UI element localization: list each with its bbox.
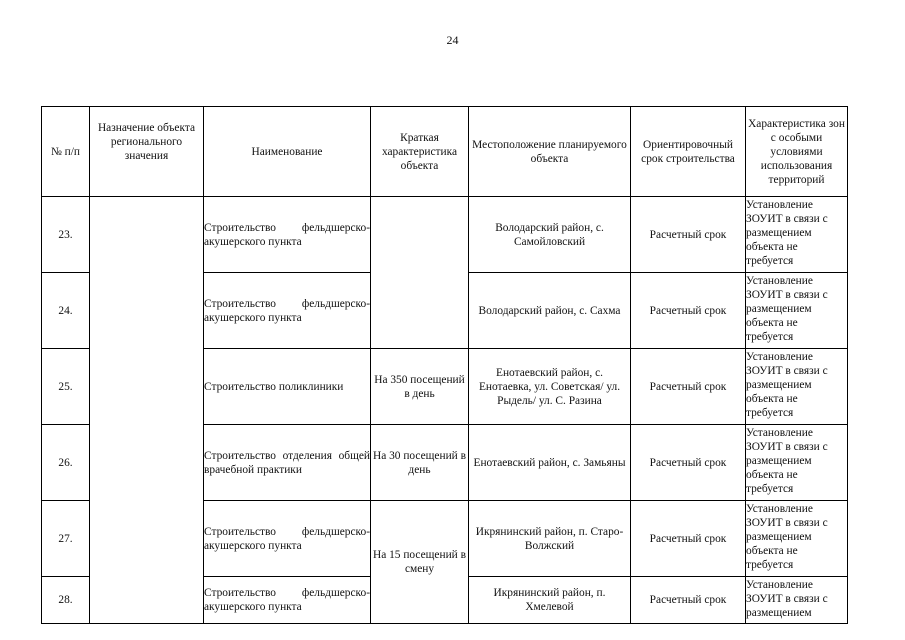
row-characteristic: На 15 посещений в смену (371, 501, 469, 624)
row-zone (746, 577, 848, 624)
row-zone: Установление ЗОУИТ в связи с размещением объекта не требуется (746, 501, 848, 577)
row-location: Володарский район, с. Самойловский (469, 197, 631, 273)
row-location: Икрянинский район, п. Старо-Волжский (469, 501, 631, 577)
header-zone: Характеристика зон с особыми условиями использования территорий (746, 107, 848, 197)
row-location: Икрянинский район, п. Хмелевой (469, 577, 631, 624)
row-location: Володарский район, с. Сахма (469, 273, 631, 349)
row-name: Строительство фельдшерско-акушерского пункта (204, 197, 371, 273)
page-number: 24 (446, 33, 459, 47)
header-name: Наименование (204, 107, 371, 197)
row-num: 28. (42, 577, 90, 624)
row-num: 24. (42, 273, 90, 349)
row-term: Расчетный срок (631, 577, 746, 624)
header-num: № п/п (42, 107, 90, 197)
row-term: Расчетный срок (631, 349, 746, 425)
characteristic-cell (371, 197, 469, 349)
row-location: Енотаевский район, с. Замьяны (469, 425, 631, 501)
table-row (42, 197, 848, 273)
header-purpose: Назначение объекта регионального значения (90, 107, 204, 197)
row-term: Расчетный срок (631, 501, 746, 577)
row-characteristic: На 350 посещений в день (371, 349, 469, 425)
row-zone: Установление ЗОУИТ в связи с размещением объекта не требуется (746, 425, 848, 501)
row-name: Строительство фельдшерско-акушерского пункта (204, 577, 371, 624)
header-term: Ориентировочный срок строительства (631, 107, 746, 197)
row-name: Строительство отделения общей врачебной практики (204, 425, 371, 501)
row-term: Расчетный срок (631, 425, 746, 501)
row-characteristic: На 30 посещений в день (371, 425, 469, 501)
row-num: 23. (42, 197, 90, 273)
row-zone-text: Установление ЗОУИТ в связи с размещением (746, 579, 828, 619)
row-name: Строительство фельдшерско-акушерского пункта (204, 273, 371, 349)
row-zone: Установление ЗОУИТ в связи с размещением объекта не требуется (746, 197, 848, 273)
row-term: Расчетный срок (631, 273, 746, 349)
row-zone: Установление ЗОУИТ в связи с размещением объекта не требуется (746, 273, 848, 349)
row-num: 27. (42, 501, 90, 577)
regional-objects-table (41, 106, 848, 624)
row-name: Строительство фельдшерско-акушерского пункта (204, 501, 371, 577)
purpose-cell (90, 197, 204, 624)
header-location: Местоположение планируемого объекта (469, 107, 631, 197)
row-name: Строительство поликлиники (204, 349, 371, 425)
table-header-row (42, 107, 848, 197)
row-num: 26. (42, 425, 90, 501)
row-location: Енотаевский район, с. Енотаевка, ул. Советская/ ул. Рыдель/ ул. С. Разина (469, 349, 631, 425)
row-num: 25. (42, 349, 90, 425)
row-zone: Установление ЗОУИТ в связи с размещением объекта не требуется (746, 349, 848, 425)
header-characteristic: Краткая характеристика объекта (371, 107, 469, 197)
row-term: Расчетный срок (631, 197, 746, 273)
